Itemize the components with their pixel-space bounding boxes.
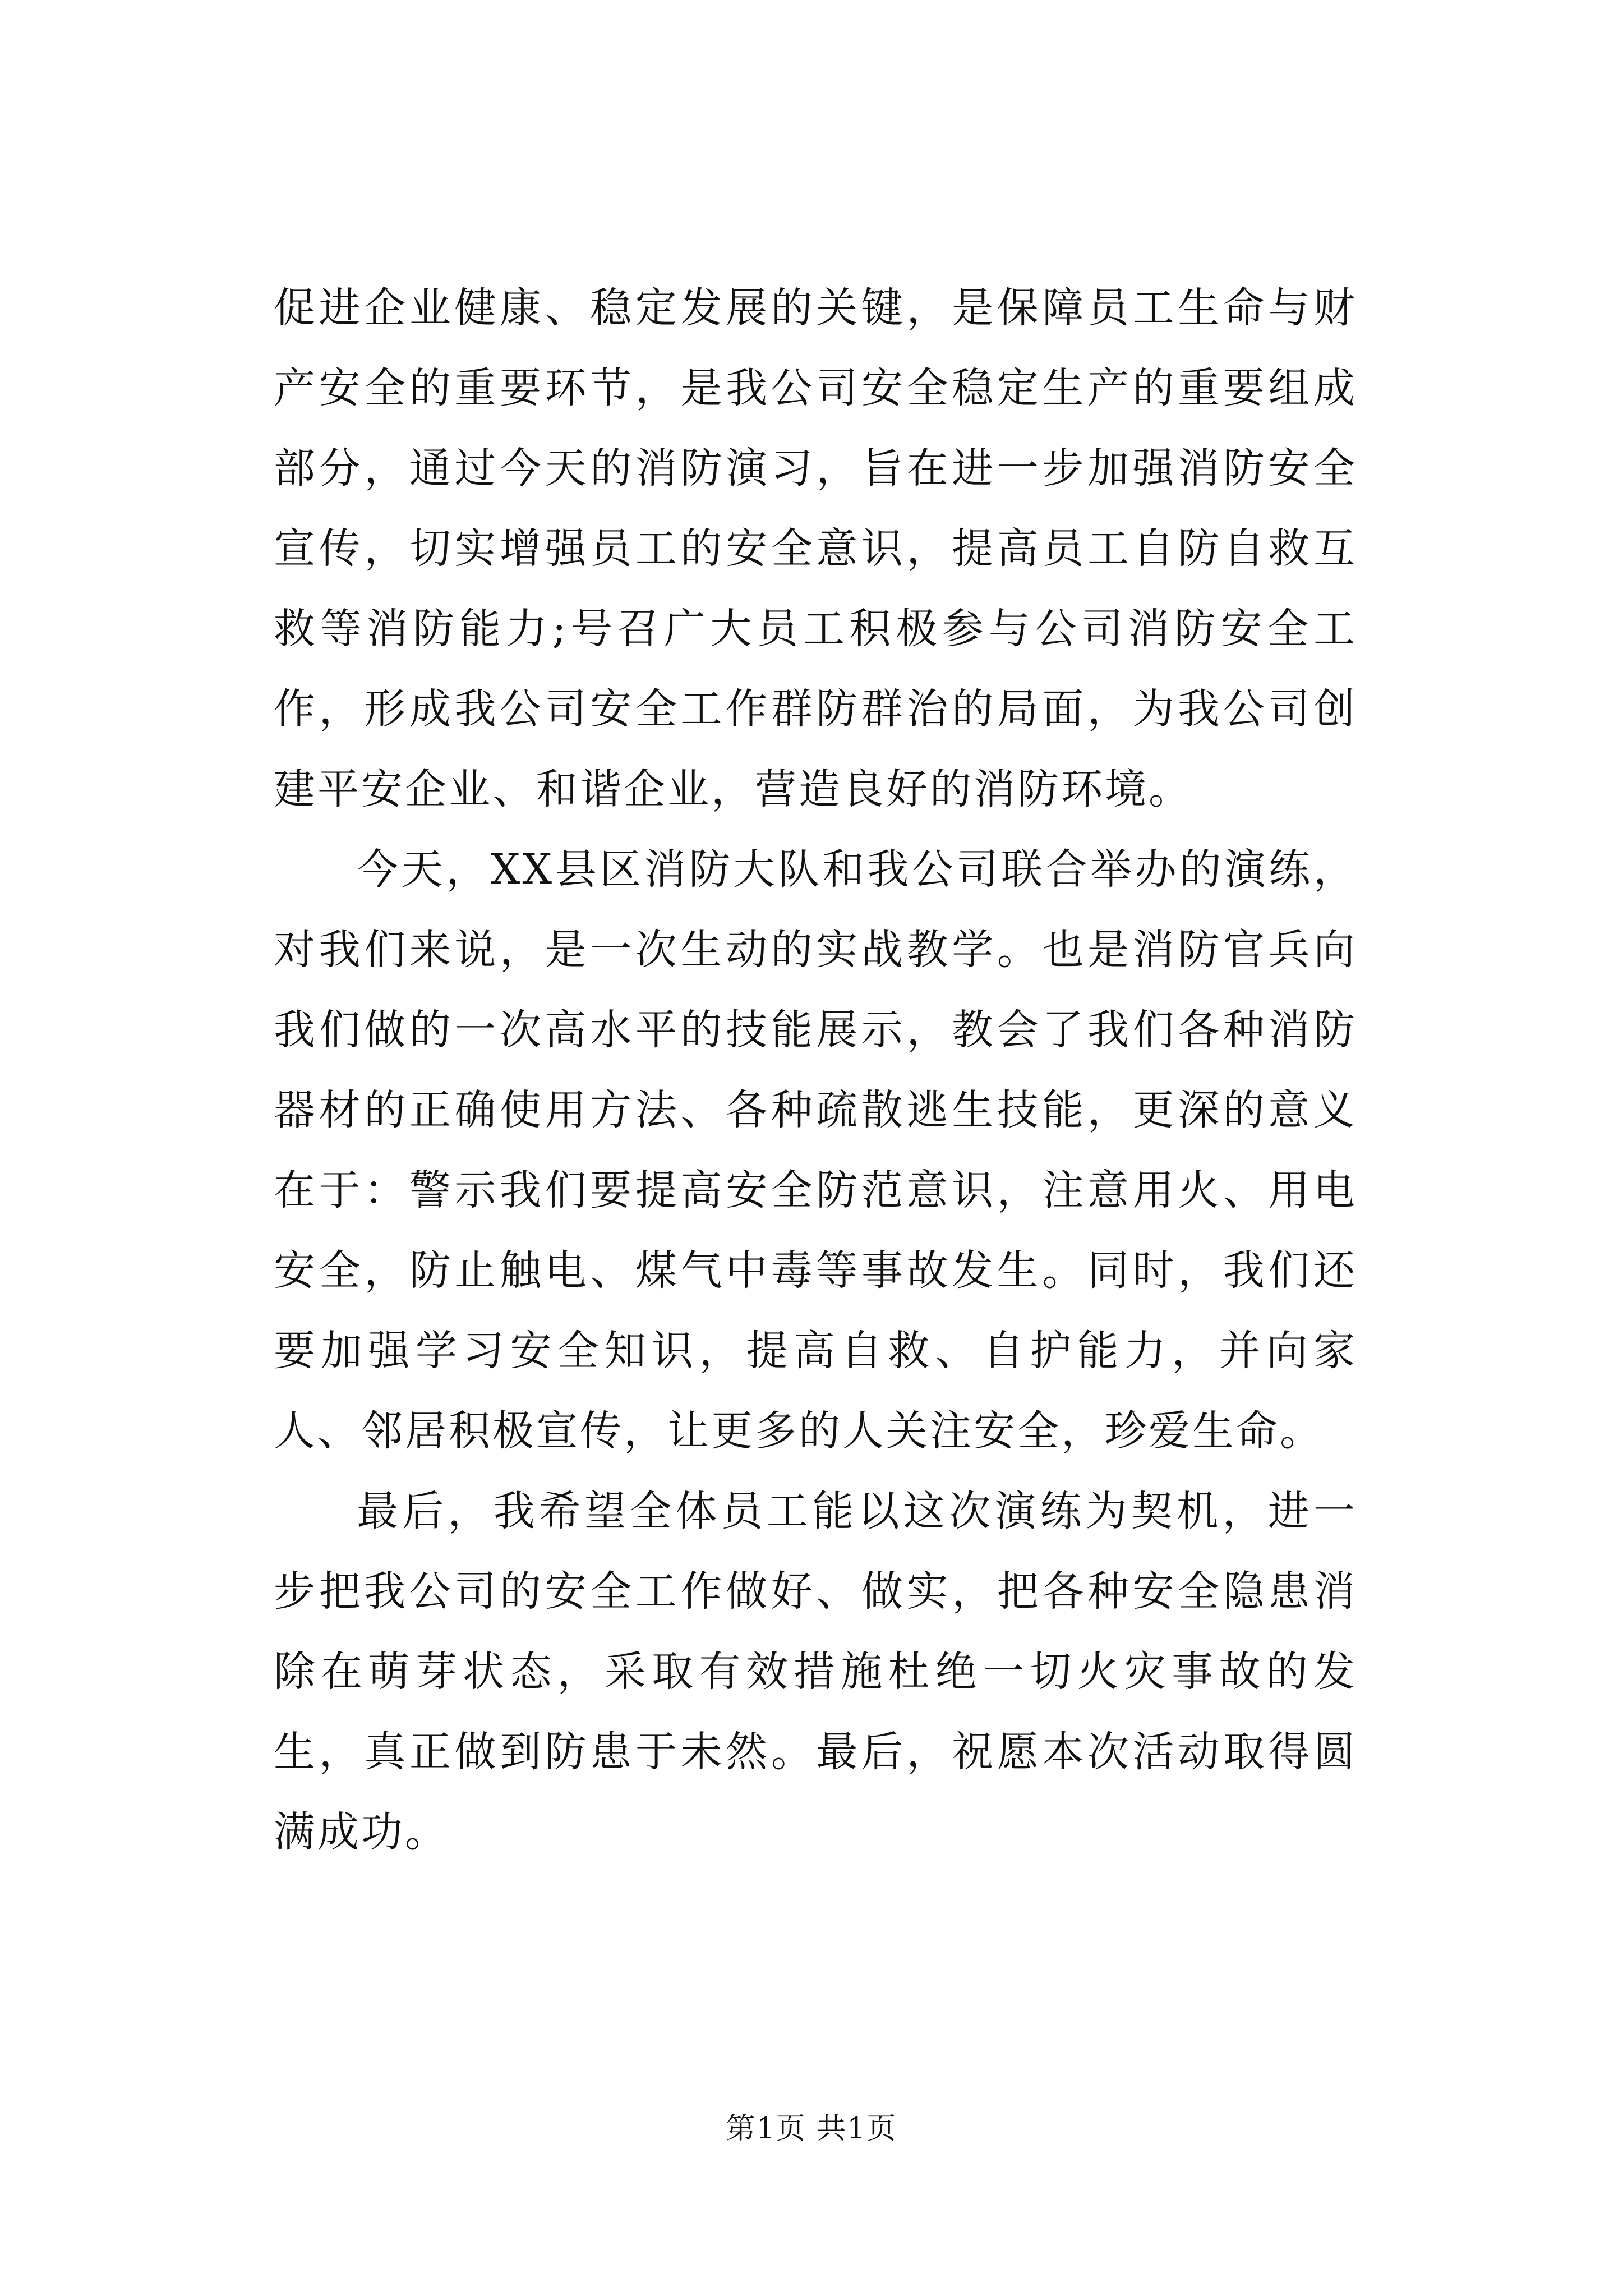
paragraph-3: 最后，我希望全体员工能以这次演练为契机，进一步把我公司的安全工作做好、做实，把各种安全隐患消除在萌芽状态，采取有效措施杜绝一切火灾事故的发生，真正做到防患于未然。最后，祝愿本次活动取得圆满成功。 (274, 1487, 1357, 1856)
document-body (274, 268, 1357, 1872)
page-number-footer: 第1页 共1页 (726, 2112, 897, 2146)
paragraph-2: 今天，XX县区消防大队和我公司联合举办的演练，对我们来说，是一次生动的实战教学。也是消防官兵向我们做的一次高水平的技能展示，教会了我们各种消防器材的正确使用方法、各种疏散逃生技能，更深的意义在于：警示我们要提高安全防范意识，注意用火、用电安全，防止触电、煤气中毒等事故发生。同时，我们还要加强学习安全知识，提高自救、自护能力，并向家人、邻居积极宣传，让更多的人关注安全，珍爱生命。 (274, 845, 1357, 1455)
paragraph-1: 促进企业健康、稳定发展的关键，是保障员工生命与财产安全的重要环节，是我公司安全稳定生产的重要组成部分，通过今天的消防演习，旨在进一步加强消防安全宣传，切实增强员工的安全意识，提高员工自防自救互救等消防能力;号召广大员工积极参与公司消防安全工作，形成我公司安全工作群防群治的局面，为我公司创建平安企业、和谐企业，营造良好的消防环境。 (274, 284, 1357, 813)
